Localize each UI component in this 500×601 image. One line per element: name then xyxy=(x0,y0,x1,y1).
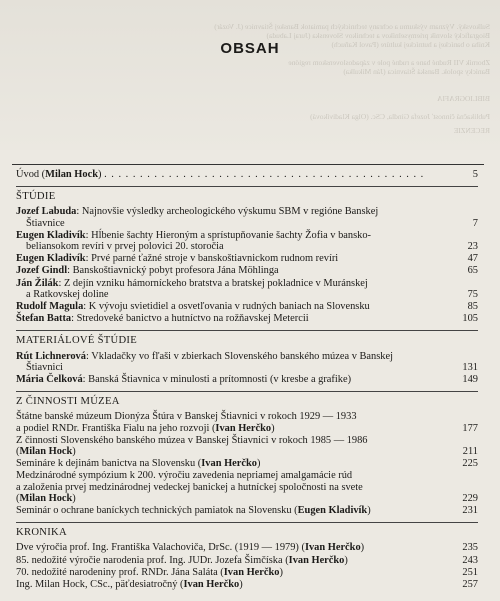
entry-text: Seminár o ochrane baníckych technických pamiatok na Slovensku ( xyxy=(16,505,298,517)
toc-entry-text xyxy=(16,493,454,504)
entry-paren: ) xyxy=(72,446,76,458)
entry-text: a podiel RNDr. Františka Fialu na jeho rozvoji ( xyxy=(16,422,216,434)
toc-entry xyxy=(16,505,478,516)
entry-text: ( xyxy=(16,492,20,504)
entry-author: Štefan Batta xyxy=(16,313,72,325)
toc-entry-line xyxy=(16,470,478,481)
toc-entry-line xyxy=(16,289,478,300)
toc-entry xyxy=(16,435,478,457)
toc-entry-line xyxy=(16,411,478,422)
entry-title: : Najnovšie výsledky archeologického výskumu SBM v regióne Banskej xyxy=(76,206,379,218)
entry-page: 231 xyxy=(462,505,478,517)
toc-entry-line xyxy=(16,230,478,241)
entry-author: Mária Čelková xyxy=(16,374,83,386)
entry-text: Dve výročia prof. Ing. Františka Valachoviča, DrSc. (1919 — 1979) ( xyxy=(16,542,305,554)
toc-entry-line xyxy=(16,278,478,289)
page-title: OBSAH xyxy=(220,40,280,57)
toc-entry-text xyxy=(16,301,454,312)
toc-entry-line xyxy=(16,458,478,469)
toc-entry-text xyxy=(16,555,454,566)
entry-title: : Banskoštiavnický pobyt profesora Jána Möhlinga xyxy=(67,265,279,277)
toc-entry-text xyxy=(16,218,454,229)
toc-entry xyxy=(16,253,478,264)
toc-entry-text xyxy=(16,411,454,422)
entry-author: Eugen Kladivík xyxy=(16,253,86,265)
toc-entry-text xyxy=(16,265,454,276)
entry-text: 70. nedožité narodeniny prof. RNDr. Jána Saláta ( xyxy=(16,566,224,578)
toc-entry xyxy=(16,313,478,324)
toc xyxy=(16,169,478,591)
toc-entry xyxy=(16,555,478,566)
bleed-text-line: Kniha o baníckej a hutníckej kultúre (Pavol Kaňuch) xyxy=(331,40,490,49)
entry-author: Ivan Herčko xyxy=(183,579,240,591)
entry-author: Ivan Herčko xyxy=(223,566,280,578)
toc-entry-text xyxy=(16,470,454,481)
entry-paren: ) xyxy=(239,579,243,591)
entry-page: 225 xyxy=(462,458,478,470)
section-heading: ŠTÚDIE xyxy=(16,186,478,202)
toc-entry-line xyxy=(16,362,478,373)
entry-paren: ) xyxy=(271,422,275,434)
entry-title: : Banská Štiavnica v minulosti a prítomnosti (v kresbe a grafike) xyxy=(82,374,352,386)
entry-author: Milan Hock xyxy=(19,446,73,458)
entry-author: Rút Lichnerová xyxy=(16,350,86,362)
toc-entry-line xyxy=(16,446,478,457)
entry-page: 7 xyxy=(472,217,478,229)
toc-entry-line xyxy=(16,253,478,264)
entry-title: : Z dejín vzniku hámorníckeho bratstva a bratskej pokladnice v Muránskej xyxy=(58,277,368,289)
entry-author: Ivan Herčko xyxy=(304,542,361,554)
entry-page: 177 xyxy=(462,422,478,434)
toc-entry-text xyxy=(16,289,454,300)
entry-page: 23 xyxy=(467,241,478,253)
entry-text: Medzinárodné sympózium k 200. výročiu zavedenia nepriamej amalgamácie rúd xyxy=(16,470,353,482)
entry-page: 257 xyxy=(462,579,478,591)
toc-entry-line xyxy=(16,301,478,312)
toc-entry xyxy=(16,579,478,590)
entry-page: 47 xyxy=(467,253,478,265)
entry-author: Ján Žilák xyxy=(16,277,59,289)
bleed-text-line: Publikačná činnosť Jozefa Gindla, CSc. (Olga Kladivíková) xyxy=(310,112,490,121)
toc-entry xyxy=(16,265,478,276)
toc-entry-line xyxy=(16,505,478,516)
section-heading: KRONIKA xyxy=(16,522,478,538)
entry-paren: ) xyxy=(72,492,76,504)
top-rule xyxy=(12,164,484,165)
entry-title: : Vkladačky vo fľaši v zbierkach Slovenského banského múzea v Banskej xyxy=(85,350,393,362)
toc-entry-text xyxy=(16,206,454,217)
toc-entry-line xyxy=(16,218,478,229)
toc-entry-text xyxy=(16,278,454,289)
toc-entry-text xyxy=(16,435,454,446)
entry-text: a založenia prvej medzinárodnej vedeckej banickej a hutníckej spoločnosti na svete xyxy=(16,481,363,493)
entry-title: : Stredoveké banictvo a hutníctvo na rožňavskej Meterciі xyxy=(71,313,309,325)
toc-entry xyxy=(16,278,478,300)
toc-entry-line xyxy=(16,423,478,434)
bleed-text-line: Biografický slovník priemyselníkov a technikov Slovenska (Juraj Labuda) xyxy=(266,31,490,40)
toc-entry-intro: Úvod (Milan Hock) . . . . . . . . . . . . . . . . . . . . . . . . . . . . . . . . . . . . . . . . . . . . . 5 xyxy=(16,169,478,180)
toc-entry xyxy=(16,351,478,373)
toc-entry-line xyxy=(16,206,478,217)
toc-entry-line xyxy=(16,482,478,493)
toc-entry-text xyxy=(16,362,454,373)
entry-page: 149 xyxy=(462,374,478,386)
entry-title-cont: a Ratkovskej doline xyxy=(26,288,109,300)
bleed-text-line: Zborník VII Rudné bane a rudné pole v západoslovenskom regióne xyxy=(288,58,490,67)
toc-entry xyxy=(16,542,478,553)
entry-author: Ivan Herčko xyxy=(288,554,345,566)
entry-paren: ) xyxy=(256,458,261,470)
section-heading: MATERIÁLOVÉ ŠTÚDIE xyxy=(16,330,478,346)
toc-entry-line xyxy=(16,493,478,504)
entry-author: Jozef Gindl xyxy=(16,265,68,277)
entry-text: ( xyxy=(16,446,20,458)
entry-page: 85 xyxy=(467,301,478,313)
entry-title-cont: beliansokom revíri v prvej polovici 20. storočia xyxy=(26,241,224,253)
toc-entry-text xyxy=(16,482,454,493)
toc-entry-line xyxy=(16,265,478,276)
entry-page: 235 xyxy=(462,542,478,554)
entry-paren: ) xyxy=(344,554,348,566)
entry-author: Eugen Kladivík xyxy=(16,229,86,241)
entry-title: : K vývoju svietidiel a osvetľovania v rudných baniach na Slovensku xyxy=(83,301,370,313)
toc-entry xyxy=(16,301,478,312)
entry-page: 251 xyxy=(462,566,478,578)
entry-title: : Hĺbenie šachty Hieroným a sprístupňovanie šachty Žofia v bansko- xyxy=(85,229,371,241)
toc-entry-text xyxy=(16,579,454,590)
entry-text: Semináre k dejinám banictva na Slovensku ( xyxy=(16,458,202,470)
toc-entry-text xyxy=(16,230,454,241)
entry-author: Rudolf Magula xyxy=(16,301,84,313)
entry-page: 229 xyxy=(462,492,478,504)
entry-page: 105 xyxy=(462,313,478,325)
toc-entry-line xyxy=(16,435,478,446)
entry-page: 131 xyxy=(462,361,478,373)
entry-text: Z činnosti Slovenského banského múzea v Banskej Štiavnici v rokoch 1985 — 1986 xyxy=(16,434,368,446)
entry-author: Ivan Herčko xyxy=(215,422,272,434)
toc-entry-text xyxy=(16,505,454,516)
entry-text: Štátne banské múzeum Dionýza Štúra v Banskej Štiavnici v rokoch 1929 — 1933 xyxy=(16,411,357,423)
toc-entry-text xyxy=(16,567,454,578)
entry-author: Eugen Kladivík xyxy=(297,505,368,517)
entry-page: 65 xyxy=(467,265,478,277)
toc-entry xyxy=(16,411,478,433)
toc-entry-line xyxy=(16,313,478,324)
entry-text: Ing. Milan Hock, CSc., päťdesiatročný ( xyxy=(16,579,184,591)
toc-entry-text xyxy=(16,313,454,324)
toc-entry-text xyxy=(16,374,454,385)
entry-author: Milan Hock xyxy=(19,492,73,504)
section-heading: Z ČINNOSTI MÚZEA xyxy=(16,391,478,407)
entry-paren: ) xyxy=(367,505,371,517)
entry-paren: ) xyxy=(360,542,365,554)
entry-title: : Prvé parné ťažné stroje v banskoštiavnickom rudnom revíri xyxy=(85,253,339,265)
toc-entry-line xyxy=(16,241,478,252)
entry-text: 85. nedožité výročie narodenia prof. Ing. JUDr. Jozefa Šimčíska ( xyxy=(16,554,289,566)
toc-entry-line xyxy=(16,374,478,385)
bleed-text-line: Sulkovský. Význam výskumu a ochrany technických pamiatok Banskej Štiavnice (J. Vozár) xyxy=(214,22,490,31)
entry-page: 211 xyxy=(462,446,478,458)
toc-entry-text xyxy=(16,458,454,469)
toc-entry-text xyxy=(16,253,454,264)
toc-entry xyxy=(16,206,478,228)
toc-entry-text xyxy=(16,241,454,252)
entry-page: 75 xyxy=(467,288,478,300)
toc-entry xyxy=(16,470,478,504)
bleed-text-line: RECENZIE xyxy=(453,126,490,135)
toc-entry xyxy=(16,374,478,385)
bleed-text-line: Banícky spolok. Banská Štiavnica (Ján Mikulka) xyxy=(343,67,490,76)
toc-entry xyxy=(16,458,478,469)
toc-entry-text xyxy=(16,542,454,553)
bleed-text-line: BIBLIOGRAFIA xyxy=(437,94,490,103)
toc-entry xyxy=(16,230,478,252)
toc-entry-text xyxy=(16,351,454,362)
entry-author: Jozef Labuda xyxy=(16,206,77,218)
entry-author: Ivan Herčko xyxy=(201,458,257,470)
toc-entry xyxy=(16,567,478,578)
entry-page: 243 xyxy=(462,554,478,566)
toc-entry-text xyxy=(16,423,454,434)
toc-entry-text xyxy=(16,446,454,457)
entry-paren: ) xyxy=(279,566,283,578)
entry-title-cont: Štiavnici xyxy=(26,361,63,373)
toc-entry-line xyxy=(16,351,478,362)
entry-title-cont: Štiavnice xyxy=(26,217,65,229)
